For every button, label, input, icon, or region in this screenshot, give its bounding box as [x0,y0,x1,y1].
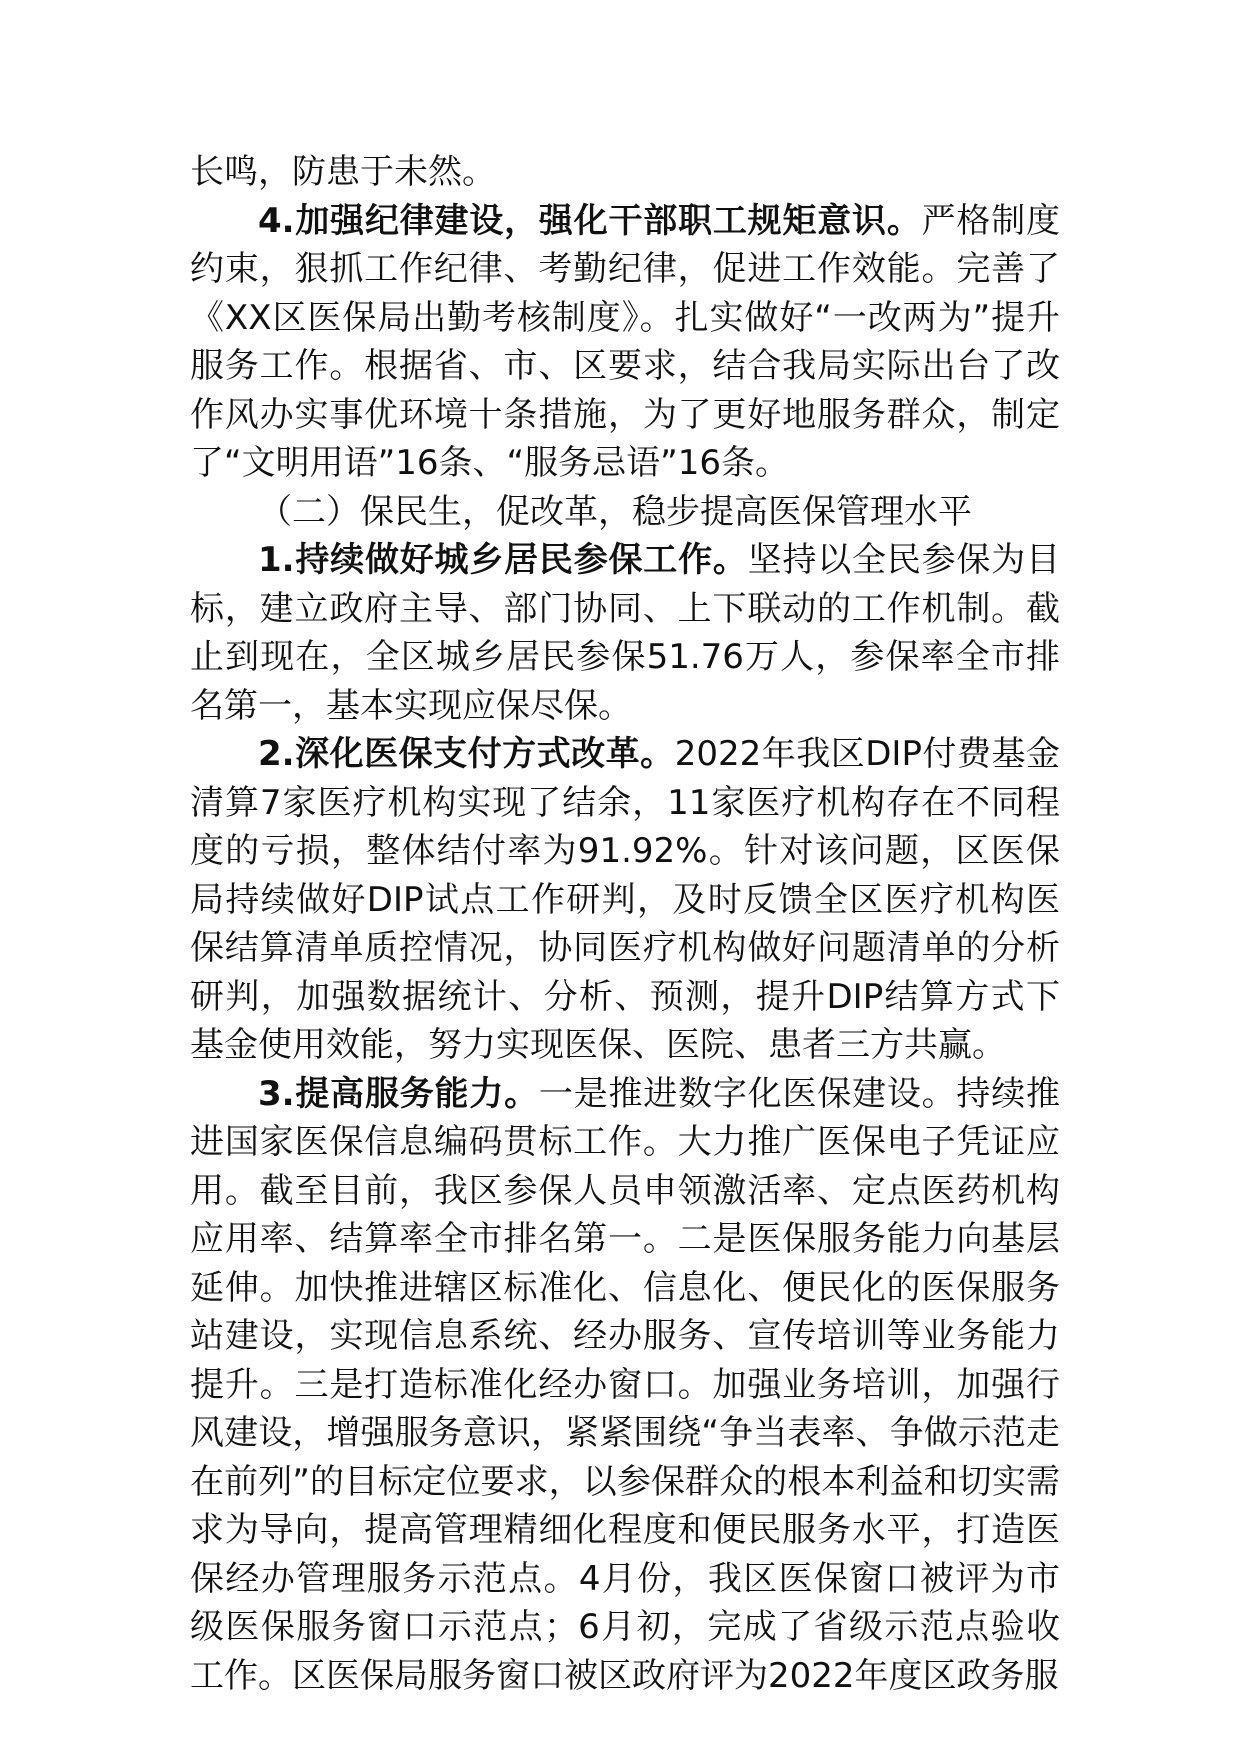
paragraph-text: 坚持以全民参保为目标，建立政府主导、部门协同、上下联动的工作机制。截止到现在，全区城乡居民参保51.76万人，参保率全市排名第一，基本实现应保尽保。 [190,540,1061,726]
paragraph-enrollment [190,536,1060,730]
paragraph-payment-reform [190,730,1060,1070]
paragraph-lead: 2.深化医保支付方式改革。 [258,734,675,774]
paragraph-lead: 4.加强纪律建设，强化干部职工规矩意识。 [258,200,922,241]
document-page [190,148,1060,1700]
section-heading-text: （二）保民生，促改革，稳步提高医保管理水平 [258,491,972,532]
paragraph-text: 长鸣，防患于未然。 [190,152,496,192]
paragraph-service-capacity [190,1070,1060,1701]
paragraph-text: 严格制度约束，狠抓工作纪律、考勤纪律，促进工作效能。完善了《XX区医保局出勤考核制度》。扎实做好“一改两为”提升服务工作。根据省、市、区要求，结合我局实际出台了改作风办实事优环境十条措施，为了更好地服务群众，制定了“文明用语”16条、“服务忌语”16条。 [190,200,1061,483]
paragraph-lead: 1.持续做好城乡居民参保工作。 [258,540,748,580]
paragraph-lead: 3.提高服务能力。 [258,1073,539,1114]
paragraph-text: 一是推进数字化医保建设。持续推进国家医保信息编码贯标工作。大力推广医保电子凭证应用。截至目前，我区参保人员申领激活率、定点医药机构应用率、结算率全市排名第一。二是医保服务能力向基层延伸。加快推进辖区标准化、信息化、便民化的医保服务站建设，实现信息系统、经办服务、宣传培训等业务能力提升。三是打造标准化经办窗口。加强业务培训，加强行风建设，增强服务意识，紧紧围绕“争当表率、争做示范走在前列”的目标定位要求，以参保群众的根本利益和切实需求为导向，提高管理精细化程度和便民服务水平，打造医保经办管理服务示范点。4月份，我区医保窗口被评为市级医保服务窗口示范点；6月初，完成了省级示范点验收工作。区医保局服务窗口被区政府评为2022年度区政务服 [190,1073,1061,1696]
section-heading [190,488,1060,537]
paragraph-text: 2022年我区DIP付费基金清算7家医疗机构实现了结余，11家医疗机构存在不同程度的亏损，整体结付率为91.92%。针对该问题，区医保局持续做好DIP试点工作研判，及时反馈全区医疗机构医保结算清单质控情况，协同医疗机构做好问题清单的分析研判，加强数据统计、分析、预测，提升DIP结算方式下基金使用效能，努力实现医保、医院、患者三方共赢。 [190,734,1060,1065]
paragraph-discipline [190,197,1060,488]
paragraph-continuation [190,148,1060,197]
